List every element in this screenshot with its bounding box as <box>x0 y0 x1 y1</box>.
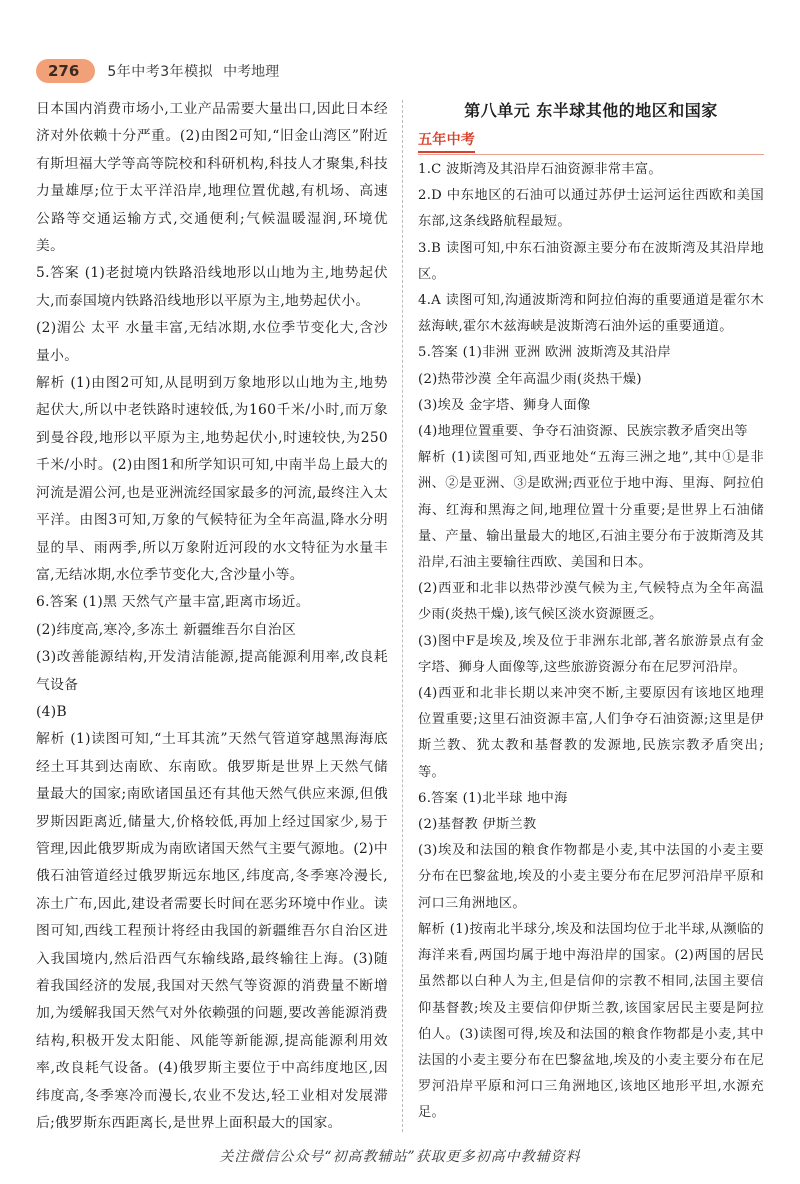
right-paragraph: (3)埃及和法国的粮食作物都是小麦,其中法国的小麦主要分布在巴黎盆地,埃及的小麦主要分布在尼罗河沿岸平原和河口三角洲地区。 <box>418 843 764 911</box>
right-paragraph: (3)图中F是埃及,埃及位于非洲东北部,著名旅游景点有金字塔、狮身人面像等,这些旅游资源分布在尼罗河沿岸。 <box>418 633 764 675</box>
right-paragraph: (4)地理位置重要、争夺石油资源、民族宗教矛盾突出等 <box>418 424 748 440</box>
left-paragraph: (2)纬度高,寒冷,多冻土 新疆维吾尔自治区 <box>36 621 297 638</box>
book-subtitle: 中考地理 <box>223 64 280 80</box>
right-paragraph: 解析 (1)读图可知,西亚地处“五海三洲之地”,其中①是非洲、②是亚洲、③是欧洲;西亚位于地中海、里海、阿拉伯海、红海和黑海之间,地理位置十分重要;是世界上石油储量、产量、输出量最大的地区,石油主要分布于波斯湾及其沿岸,石油主要输往西欧、美国和日本。 <box>418 450 764 571</box>
left-paragraph: (4)B <box>36 703 67 720</box>
book-title: 5年中考3年模拟 <box>107 64 214 80</box>
right-paragraph: 6.答案 (1)北半球 地中海 <box>418 790 568 806</box>
left-paragraph: 日本国内消费市场小,工业产品需要大量出口,因此日本经济对外依赖十分严重。(2)由图2可知,“旧金山湾区”附近有斯坦福大学等高等院校和科研机构,科技人才聚集,科技力量雄厚;位于太平洋沿岸,地理位置优越,有机场、高速公路等交通运输方式,交通便利;气候温暖湿润,环境优美。 <box>36 101 388 255</box>
section-tag: 五年中考 <box>418 129 475 153</box>
right-paragraph: 3.B 读图可知,中东石油资源主要分布在波斯湾及其沿岸地区。 <box>418 240 764 282</box>
left-paragraph: (2)湄公 太平 水量丰富,无结冰期,水位季节变化大,含沙量小。 <box>36 320 388 364</box>
page-number-badge: 276 <box>36 59 95 83</box>
right-paragraph: (2)西亚和北非以热带沙漠气候为主,气候特点为全年高温少雨(炎热干燥),该气候区淡水资源匮乏。 <box>418 581 764 623</box>
right-paragraph: (4)西亚和北非长期以来冲突不断,主要原因有该地区地理位置重要;这里石油资源丰富,人们争夺石油资源;这里是伊斯兰教、犹太教和基督教的发源地,民族宗教矛盾突出;等。 <box>418 686 764 780</box>
page-header <box>36 58 279 84</box>
column-divider <box>402 100 403 1132</box>
right-paragraph: 解析 (1)按南北半球分,埃及和法国均位于北半球,从濒临的海洋来看,两国均属于地中海沿岸的国家。(2)两国的居民虽然都以白种人为主,但是信仰的宗教不相同,法国主要信仰基督教;埃及主要信仰伊斯兰教,该国家居民主要是阿拉伯人。(3)读图可得,埃及和法国的粮食作物都是小麦,其中法国的小麦主要分布在巴黎盆地,埃及的小麦主要分布在尼罗河沿岸平原和河口三角洲地区,该地区地形平坦,水源充足。 <box>418 921 764 1121</box>
right-paragraph: (2)热带沙漠 全年高温少雨(炎热干燥) <box>418 371 642 387</box>
left-paragraph: 解析 (1)由图2可知,从昆明到万象地形以山地为主,地势起伏大,所以中老铁路时速较低,为160千米/小时,而万象到曼谷段,地形以平原为主,地势起伏小,时速较快,为250千米/小时。(2)由图1和所学知识可知,中南半岛上最大的河流是湄公河,也是亚洲流经国家最多的河流,最终注入太平洋。由图3可知,万象的气候特征为全年高温,降水分明显的旱、雨两季,所以万象附近河段的水文特征为水量丰富,无结冰期,水位季节变化大,含沙量小等。 <box>36 375 388 583</box>
left-column <box>36 96 388 1137</box>
footer-note: 关注微信公众号“初高教辅站”获取更多初高中教辅资料 <box>219 1149 581 1165</box>
left-paragraph: 5.答案 (1)老挝境内铁路沿线地形以山地为主,地势起伏大,而泰国境内铁路沿线地形以平原为主,地势起伏小。 <box>36 265 388 309</box>
left-paragraph: 解析 (1)读图可知,“土耳其流”天然气管道穿越黑海海底经土耳其到达南欧、东南欧。俄罗斯是世界上天然气储量最大的国家;南欧诸国虽还有其他天然气供应来源,但俄罗斯因距离近,储量大,价格较低,再加上经过国家少,易于管理,因此俄罗斯成为南欧诸国天然气主要气源地。(2)中俄石油管道经过俄罗斯远东地区,纬度高,冬季寒冷漫长,冻土广布,因此,建设者需要长时间在恶劣环境中作业。读图可知,西线工程预计将经由我国的新疆维吾尔自治区进入我国境内,然后沿西气东输线路,最终输往上海。(3)随着我国经济的发展,我国对天然气等资源的消费量不断增加,为缓解我国天然气对外依赖强的问题,要改善能源消费结构,积极开发太阳能、风能等新能源,提高能源利用效率,改良耗气设备。(4)俄罗斯主要位于中高纬度地区,因纬度高,冬季寒冷而漫长,农业不发达,轻工业相对发展滞后;俄罗斯东西距离长,是世界上面积最大的国家。 <box>36 731 388 1132</box>
right-paragraph: 4.A 读图可知,沟通波斯湾和阿拉伯海的重要通道是霍尔木兹海峡,霍尔木兹海峡是波斯湾石油外运的重要通道。 <box>418 293 764 335</box>
right-paragraph: 5.答案 (1)非洲 亚洲 欧洲 波斯湾及其沿岸 <box>418 345 672 361</box>
right-column <box>418 96 764 1127</box>
left-paragraph: 6.答案 (1)黑 天然气产量丰富,距离市场近。 <box>36 594 310 611</box>
unit-title: 第八单元 东半球其他的地区和国家 <box>464 101 718 120</box>
section-header <box>418 128 764 155</box>
right-paragraph: 1.C 波斯湾及其沿岸石油资源非常丰富。 <box>418 162 662 177</box>
right-paragraph: (2)基督教 伊斯兰教 <box>418 817 537 833</box>
right-paragraph: 2.D 中东地区的石油可以通过苏伊士运河运往西欧和美国东部,这条线路航程最短。 <box>418 188 764 230</box>
right-paragraph: (3)埃及 金字塔、狮身人面像 <box>418 397 591 413</box>
left-paragraph: (3)改善能源结构,开发清洁能源,提高能源利用率,改良耗气设备 <box>36 649 388 693</box>
